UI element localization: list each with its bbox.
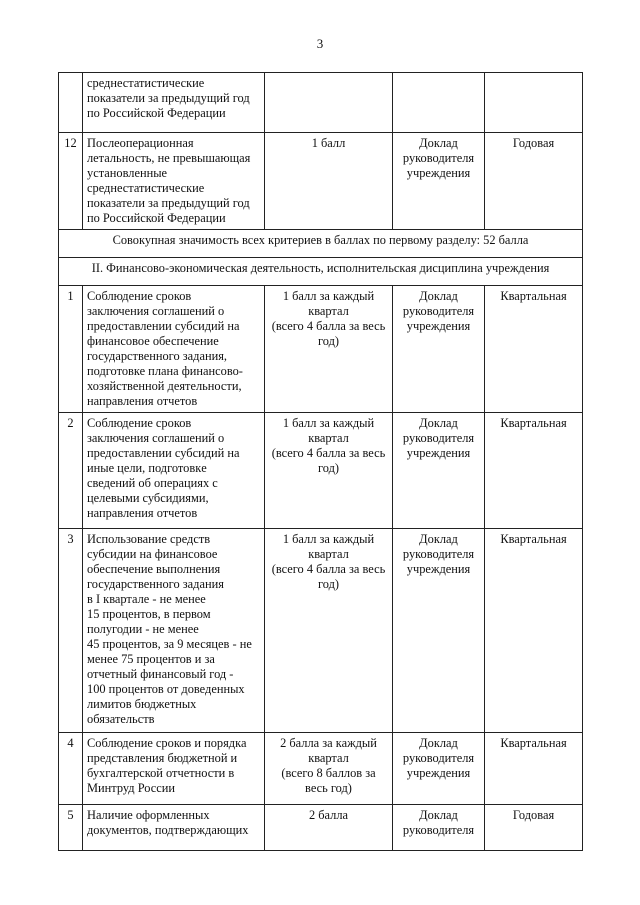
row-number: 2 [59,413,83,529]
cell-period [485,73,583,133]
table-row-continued [59,73,583,133]
cell-period [485,286,583,413]
period-text: Годовая [512,136,555,150]
cell-num [59,73,83,133]
source-text: Доклад руководителя учреждения [402,416,475,460]
period-text: Квартальная [500,289,567,303]
score-text: 1 балл за каждый квартал (всего 4 балла за весь год) [271,289,386,348]
cell-score [265,73,393,133]
total-row [59,230,583,258]
criteria-table [58,72,583,851]
cell-source [393,733,485,805]
cell-period [485,413,583,529]
cell-criterion [83,805,265,851]
row-number: 1 [59,286,83,413]
score-text: 1 балл [311,136,346,150]
cell-score [265,413,393,529]
cell-source [393,73,485,133]
criterion-text: Соблюдение сроков заключения соглашений о предоставлении субсидий на иные цели, подготовкe сведений об операциях с целевыми субсидиями, направления отчетов [87,416,240,520]
criterion-text: Послеоперационная летальность, не превышающая установленные среднестатистические показатели за предыдущий год по Российской Федерации [87,136,251,225]
period-text: Квартальная [500,532,567,546]
score-text: 1 балл за каждый квартал (всего 4 балла за весь год) [271,532,386,591]
row-number: 5 [59,805,83,851]
cell-criterion [83,73,265,133]
table-row-5 [59,805,583,851]
period-text: Годовая [512,808,555,822]
cell-criterion [83,529,265,733]
section-heading-row [59,258,583,286]
source-text: Доклад руководителя учреждения [402,736,475,780]
cell-score [265,133,393,230]
cell-source [393,286,485,413]
cell-source [393,133,485,230]
source-text: Доклад руководителя [402,808,475,837]
score-text: 1 балл за каждый квартал (всего 4 балла за весь год) [271,416,386,475]
table-row-4 [59,733,583,805]
row-number: 3 [59,529,83,733]
cell-period [485,529,583,733]
criterion-text: Соблюдение сроков и порядка представления бюджетной и бухгалтерской отчетности в Минтруд России [87,736,247,795]
criterion-text: среднестатистические показатели за предыдущий год по Российской Федерации [87,76,250,120]
score-text: 2 балла [308,808,349,822]
source-text: Доклад руководителя учреждения [402,136,475,180]
source-text: Доклад руководителя учреждения [402,532,475,576]
cell-source [393,413,485,529]
criterion-text: Использование средств субсидии на финансовое обеспечение выполнения государственного задания в I квартале - не менее 15 процентов, в первом полугодии - не менее 45 процентов, за 9 месяцев - не менее 75 процентов и за отчетный финансовый год - 100 процентов от доведенных лимитов бюджетных обязательств [87,532,252,726]
cell-criterion [83,733,265,805]
cell-score [265,529,393,733]
cell-score [265,733,393,805]
table-row-12 [59,133,583,230]
cell-period [485,805,583,851]
cell-source [393,805,485,851]
criterion-text: Наличие оформленных документов, подтверждающих [87,808,249,837]
row-number: 12 [59,133,83,230]
cell-score [265,286,393,413]
cell-period [485,733,583,805]
total-score-text: Совокупная значимость всех критериев в баллах по первому разделу: 52 балла [59,230,583,258]
criterion-text: Соблюдение сроков заключения соглашений о предоставлении субсидий на финансовое обеспечение государственного задания, подготовке плана финансово- хозяйственной деятельности, направления отчетов [87,289,243,408]
table-row-3 [59,529,583,733]
table-row-2 [59,413,583,529]
cell-period [485,133,583,230]
score-text: 2 балла за каждый квартал (всего 8 баллов за весь год) [280,736,377,795]
source-text: Доклад руководителя учреждения [402,289,475,333]
cell-source [393,529,485,733]
cell-score [265,805,393,851]
table-row-1 [59,286,583,413]
section-title: II. Финансово-экономическая деятельность, исполнительская дисциплина учреждения [59,258,583,286]
page-number: 3 [316,36,324,51]
period-text: Квартальная [500,416,567,430]
period-text: Квартальная [500,736,567,750]
cell-criterion [83,413,265,529]
row-number: 4 [59,733,83,805]
cell-criterion [83,286,265,413]
cell-criterion [83,133,265,230]
